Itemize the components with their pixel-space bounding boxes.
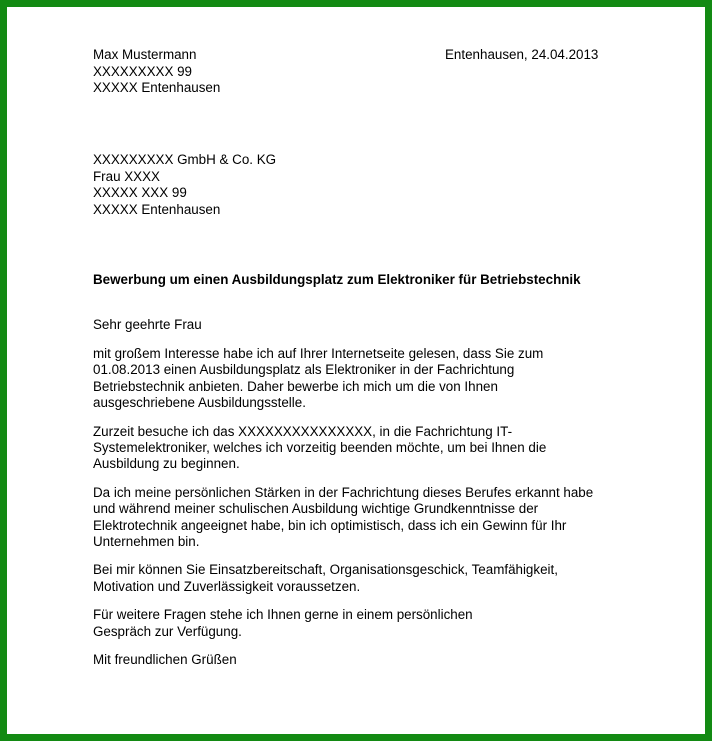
sender-city: XXXXX Entenhausen — [93, 80, 221, 95]
text-line: Bei mir können Sie Einsatzbereitschaft, Organisationsgeschick, Teamfähigkeit, — [93, 562, 558, 578]
paragraph — [93, 346, 633, 412]
text-line: Systemelektroniker, welches ich vorzeitig beenden möchte, um bei Ihnen die — [93, 440, 547, 456]
text-line: Zurzeit besuche ich das XXXXXXXXXXXXXXX, in die Fachrichtung IT- — [93, 423, 513, 439]
recipient-company: XXXXXXXXX GmbH & Co. KG — [93, 152, 277, 167]
recipient-block — [93, 152, 276, 218]
text-line: Mit freundlichen Grüßen — [93, 652, 237, 668]
paragraph — [93, 424, 633, 473]
text-line: Unternehmen bin. — [93, 534, 200, 550]
text-line: Betriebstechnik anbieten. Daher bewerbe ich mich um die von Ihnen — [93, 378, 498, 394]
letter-body — [93, 346, 633, 681]
text-line: Da ich meine persönlichen Stärken in der Fachrichtung dieses Berufes erkannt habe — [93, 484, 594, 500]
text-line: Ausbildung zu beginnen. — [93, 456, 240, 472]
text-line: Motivation und Zuverlässigkeit voraussetzen. — [93, 578, 361, 594]
recipient-contact: Frau XXXX — [93, 168, 160, 184]
recipient-street: XXXXX XXX 99 — [93, 185, 187, 200]
sender-street: XXXXXXXXX 99 — [93, 63, 192, 79]
text-line: ausgeschriebene Ausbildungsstelle. — [93, 395, 306, 411]
text-line: Gespräch zur Verfügung. — [93, 623, 242, 639]
recipient-city: XXXXX Entenhausen — [93, 201, 221, 217]
paragraph — [93, 485, 633, 551]
closing — [93, 652, 633, 668]
text-line: und während meiner schulischen Ausbildung wichtige Grundkenntnisse der — [93, 501, 539, 517]
paragraph — [93, 562, 633, 595]
text-line: 01.08.2013 einen Ausbildungsplatz als Elektroniker in der Fachrichtung — [93, 362, 515, 378]
subject-line: Bewerbung um einen Ausbildungsplatz zum Elektroniker für Betriebstechnik — [93, 272, 581, 287]
text-line: mit großem Interesse habe ich auf Ihrer Internetseite gelesen, dass Sie zum — [93, 346, 544, 361]
text-line: Elektrotechnik angeeignet habe, bin ich optimistisch, dass ich ein Gewinn für Ihr — [93, 517, 567, 533]
sender-name: Max Mustermann — [93, 47, 197, 62]
text-line: Für weitere Fragen stehe ich Ihnen gerne in einem persönlichen — [93, 607, 473, 623]
paragraph — [93, 607, 633, 640]
place-date: Entenhausen, 24.04.2013 — [445, 47, 599, 62]
salutation: Sehr geehrte Frau — [93, 317, 202, 332]
